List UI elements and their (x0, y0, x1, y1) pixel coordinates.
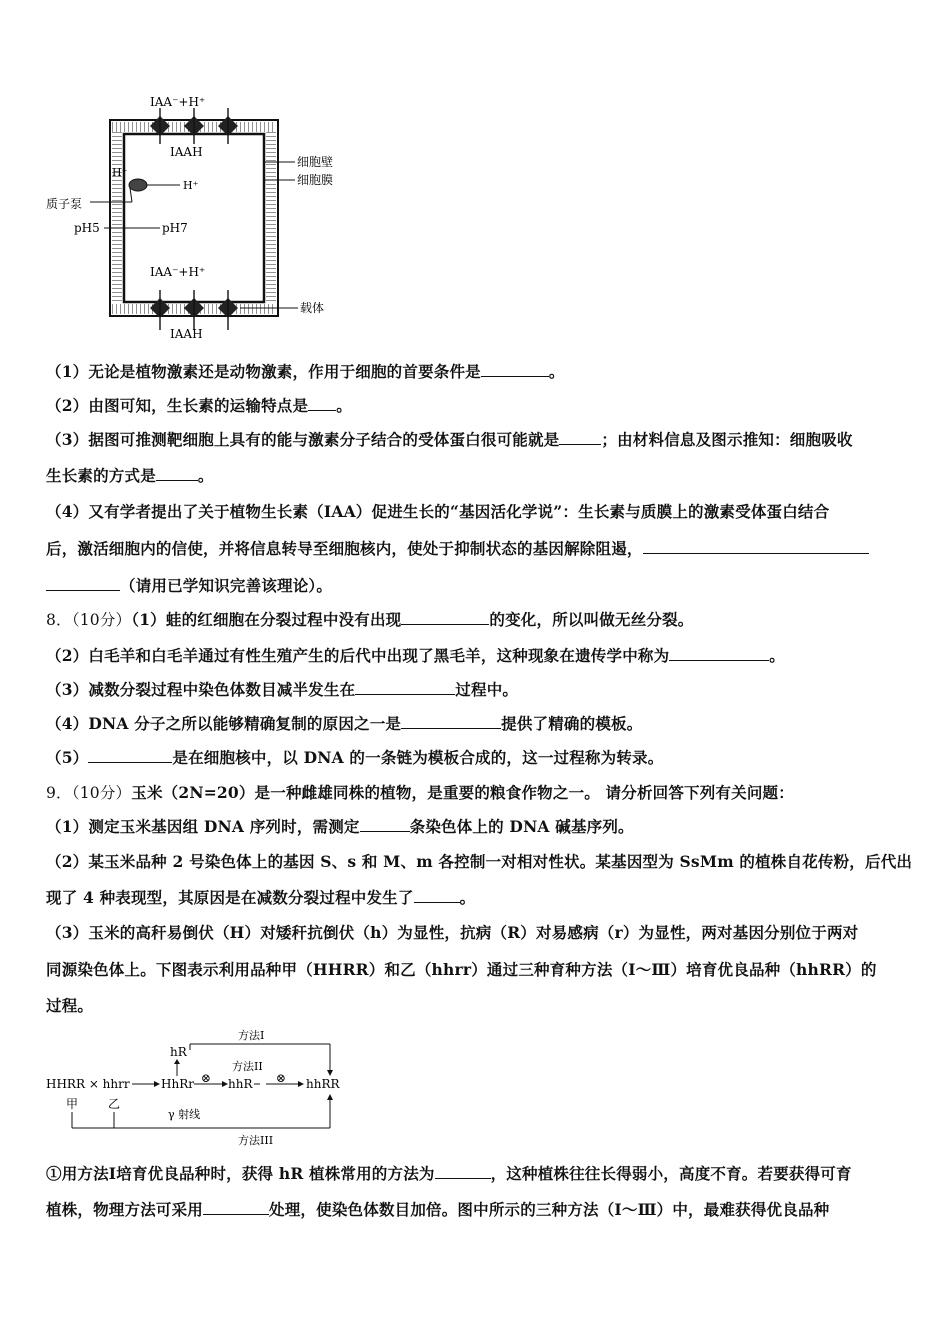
q7-part4-line1 (46, 500, 829, 522)
q9-part2-line2 (46, 886, 475, 908)
cell-wall-label: 细胞壁 (297, 155, 334, 169)
pump-label-tick (130, 188, 132, 202)
q9-s1-text-a: ①用方法Ⅰ培育优良品种时，获得 hR 植株常用的方法为 (46, 1164, 435, 1183)
top-iaa-label: IAA⁻+H⁺ (150, 95, 206, 109)
q9-sub1-line1 (46, 1162, 852, 1184)
hr-up-arrowhead (174, 1059, 180, 1064)
q9-s1-blank1[interactable] (435, 1164, 491, 1179)
q7-p3-text-b: ；由材料信息及图示推知：细胞吸收 (601, 430, 853, 449)
carrier-label: 载体 (300, 301, 325, 315)
jia-label: 甲 (66, 1097, 79, 1111)
q7-p4-blank2[interactable] (46, 576, 120, 591)
self-symbol-1: ⊗ (201, 1071, 212, 1085)
q9-p3-text-a: （3）玉米的高秆易倒伏（H）对矮秆抗倒伏（h）为显性，抗病（R）对易感病（r）为显性，两对基因分别位于两对 (46, 923, 859, 942)
top-iaah-label: IAAH (170, 145, 203, 159)
q7-p4-blank1[interactable] (643, 539, 869, 554)
q9-p2-blank[interactable] (414, 888, 460, 903)
q8-number: 8．（10分） (46, 611, 132, 629)
q7-part2 (46, 394, 352, 416)
q9-p1-text-b: 条染色体上的 DNA 碱基序列。 (409, 817, 634, 836)
q9-part3-line1 (46, 921, 858, 943)
yi-label: 乙 (108, 1097, 121, 1111)
q7-p4-text-a: （4）又有学者提出了关于植物生长素（IAA）促进生长的“基因活化学说”：生长素与质膜上的激素受体蛋白结合 (46, 502, 830, 521)
q7-part4-line3 (46, 574, 332, 596)
q8-p3-text-a: （3）减数分裂过程中染色体数目减半发生在 (46, 680, 356, 699)
q7-p1-end: 。 (548, 362, 565, 381)
target-label: hhRR (306, 1077, 340, 1091)
cell-auxin-transport-diagram (40, 92, 370, 342)
q8-p5-text-a: （5） (46, 748, 89, 767)
q8-p3-text-b: 过程中。 (455, 680, 519, 699)
q9-part1 (46, 815, 634, 837)
q9-part2-line1 (46, 850, 912, 872)
q8-p2-end: 。 (769, 646, 785, 665)
q7-p1-text: （1）无论是植物激素还是动物激素，作用于细胞的首要条件是 (46, 362, 481, 381)
q8-part2 (46, 644, 785, 666)
q8-p5-blank[interactable] (88, 748, 172, 763)
q8-p5-text-b: 是在细胞核中，以 DNA 的一条链为模板合成的，这一过程称为转录。 (172, 748, 664, 767)
q7-part1 (46, 360, 565, 382)
q8-p4-blank[interactable] (401, 714, 501, 729)
method2-label: 方法II (232, 1060, 263, 1073)
bottom-iaa-label: IAA⁻+H⁺ (150, 265, 206, 279)
h-right-label: H⁺ (183, 179, 199, 192)
parents-label: HHRR × hhrr (46, 1077, 130, 1091)
bottom-iaah-label: IAAH (170, 327, 203, 341)
q9-p3-text-b: 同源染色体上。下图表示利用品种甲（HHRR）和乙（hhrr）通过三种育种方法（Ⅰ～Ⅲ）培育优良品种（hhRR）的 (46, 960, 877, 979)
q9-p3-text-c: 过程。 (46, 996, 94, 1015)
q7-p3-text-c: 生长素的方式是 (46, 466, 156, 485)
q7-p1-blank[interactable] (481, 362, 549, 377)
self2-arrowhead (298, 1081, 304, 1087)
method1-arrowhead (327, 1070, 333, 1076)
q7-p4-text-b: 后，激活细胞内的信使，并将信息转导至细胞核内，使处于抑制状态的基因解除阻遏， (46, 539, 643, 558)
carrier-bottom-group (150, 290, 238, 330)
method3-arrowhead (327, 1094, 333, 1100)
q8-part1 (46, 608, 694, 630)
method3-label: 方法III (238, 1134, 274, 1147)
q7-part4-line2 (46, 537, 869, 559)
q8-p4-text-b: 提供了精确的模板。 (501, 714, 643, 733)
hr-top-label: hR (170, 1045, 187, 1059)
q8-part5 (46, 746, 663, 768)
q8-part3 (46, 678, 518, 700)
q9-s1-blank2[interactable] (203, 1200, 269, 1215)
q9-intro (46, 781, 794, 803)
cross-arrowhead (154, 1081, 160, 1087)
q9-p2-text-b: 现了 4 种表现型，其原因是在减数分裂过程中发生了 (46, 888, 414, 907)
q7-p3-end: 。 (197, 466, 214, 485)
q7-p2-text: （2）由图可知，生长素的运输特点是 (46, 396, 309, 415)
q9-p2-text-a: （2）某玉米品种 2 号染色体上的基因 S、s 和 M、m 各控制一对相对性状。某基因型为 SsMm 的植株自花传粉，后代出 (46, 852, 913, 871)
h-left-label: H⁺ (112, 166, 128, 179)
q9-intro-text: 玉米（2N=20）是一种雌雄同株的植物，是重要的粮食作物之一。 请分析回答下列有关问题： (131, 783, 794, 802)
q9-part3-line3 (46, 994, 93, 1016)
q9-s1-text-b: ，这种植株往往长得弱小，高度不育。若要获得可育 (490, 1164, 852, 1183)
q9-p1-text-a: （1）测定玉米基因组 DNA 序列时，需测定 (46, 817, 360, 836)
q8-p1-text-a: （1）蛙的红细胞在分裂过程中没有出现 (131, 610, 402, 629)
cell-membrane-label: 细胞膜 (297, 173, 334, 187)
f1-label: HhRr (161, 1077, 194, 1091)
ph-outside-label: pH5 (74, 221, 100, 235)
q8-p1-blank[interactable] (401, 610, 489, 625)
hhr-mid-label: hhR (228, 1077, 253, 1091)
cell-wall-left (112, 132, 122, 304)
gamma-label: γ 射线 (168, 1108, 201, 1121)
proton-pump-label: 质子泵 (46, 197, 83, 211)
carrier-top-group (150, 108, 238, 144)
q7-p4-text-c: （请用已学知识完善该理论）。 (120, 576, 333, 595)
q9-number: 9．（10分） (46, 784, 132, 802)
method1-label: 方法I (238, 1029, 265, 1042)
q7-part3-line1 (46, 428, 853, 450)
q7-p2-end: 。 (336, 396, 352, 415)
q9-p2-end: 。 (459, 888, 476, 907)
cell-wall-right (266, 132, 276, 304)
q8-p2-blank[interactable] (669, 646, 769, 661)
q9-s1-text-d: 处理，使染色体数目加倍。图中所示的三种方法（Ⅰ～Ⅲ）中，最难获得优良品种 (269, 1200, 830, 1219)
q8-p4-text-a: （4）DNA 分子之所以能够精确复制的原因之一是 (46, 714, 402, 733)
q7-p3-blank1[interactable] (559, 430, 601, 445)
breeding-methods-diagram (44, 1022, 354, 1150)
q8-part4 (46, 712, 642, 734)
q7-part3-line2 (46, 464, 214, 486)
q8-p1-text-b: 的变化，所以叫做无丝分裂。 (489, 610, 694, 629)
proton-pump-shape (129, 179, 147, 191)
ph-inside-label: pH7 (162, 221, 188, 235)
self-symbol-2: ⊗ (276, 1071, 287, 1085)
q8-p2-text: （2）白毛羊和白毛羊通过有性生殖产生的后代中出现了黑毛羊，这种现象在遗传学中称为 (46, 646, 670, 665)
q8-p3-blank[interactable] (355, 680, 455, 695)
q9-sub1-line2 (46, 1198, 829, 1220)
q9-s1-text-c: 植株，物理方法可采用 (46, 1200, 204, 1219)
q9-part3-line2 (46, 958, 877, 980)
q7-p3-blank2[interactable] (156, 466, 198, 481)
q9-p1-blank[interactable] (360, 817, 410, 832)
q7-p3-text-a: （3）据图可推测靶细胞上具有的能与激素分子结合的受体蛋白很可能就是 (46, 430, 560, 449)
q7-p2-blank[interactable] (308, 396, 336, 411)
